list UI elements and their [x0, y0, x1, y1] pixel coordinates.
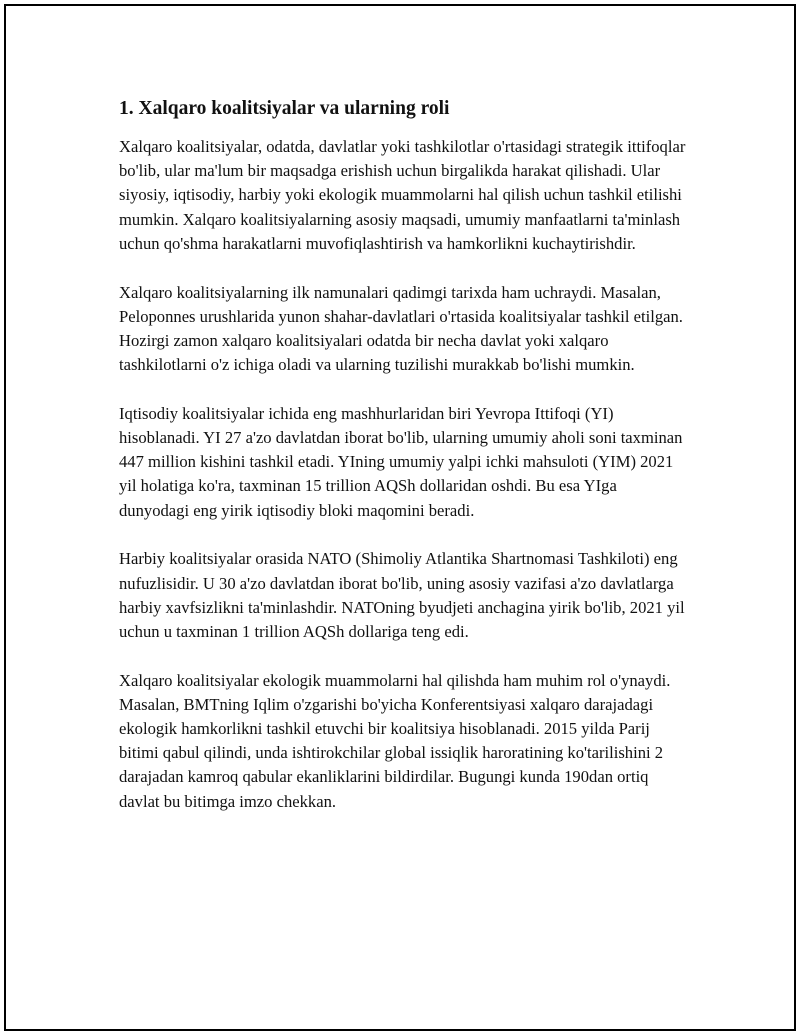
paragraph-4: Harbiy koalitsiyalar orasida NATO (Shimoliy Atlantika Shartnomasi Tashkiloti) eng nufuzlisidir. U 30 a'zo davlatdan iborat bo'lib, uning asosiy vazifasi a'zo davlatlarga harbiy xavfsizlikni ta'minlashdir. NATOning byudjeti anchagina yirik bo'lib, 2021 yil uchun u taxminan 1 trillion AQSh dollariga teng edi.	[119, 549, 685, 641]
paragraph-1: Xalqaro koalitsiyalar, odatda, davlatlar yoki tashkilotlar o'rtasidagi strategik ittifoqlar bo'lib, ular ma'lum bir maqsadga erishish uchun birgalikda harakat qilishadi. Ular siyosiy, iqtisodiy, harbiy yoki ekologik muammolarni hal qilish uchun tashkil etilishi mumkin. Xalqaro koalitsiyalarning asosiy maqsadi, umumiy manfaatlarni ta'minlash uchun qo'shma harakatlarni muvofiqlashtirish va hamkorlikni kuchaytirishdir.	[119, 137, 686, 253]
section-heading: 1. Xalqaro koalitsiyalar va ularning roli	[119, 98, 450, 119]
document-body	[119, 96, 689, 838]
document-page	[4, 4, 796, 1031]
paragraph-5: Xalqaro koalitsiyalar ekologik muammolarni hal qilishda ham muhim rol o'ynaydi. Masalan, BMTning Iqlim o'zgarishi bo'yicha Konferentsiyasi xalqaro darajadagi ekologik hamkorlikni tashkil etuvchi bir koalitsiya hisoblanadi. 2015 yilda Parij bitimi qabul qilindi, unda ishtirokchilar global issiqlik haroratining ko'tarilishini 2 darajadan kamroq qabular ekanliklarini bildirdilar. Bugungi kunda 190dan ortiq davlat bu bitimga imzo chekkan.	[119, 670, 671, 811]
paragraph-3: Iqtisodiy koalitsiyalar ichida eng mashhurlaridan biri Yevropa Ittifoqi (YI) hisoblanadi. YI 27 a'zo davlatdan iborat bo'lib, ularning umumiy aholi soni taxminan 447 million kishini tashkil etadi. YIning umumiy yalpi ichki mahsuloti (YIM) 2021 yil holatiga ko'ra, taxminan 15 trillion AQSh dollaridan oshdi. Bu esa YIga dunyodagi eng yirik iqtisodiy bloki maqomini beradi.	[119, 403, 683, 520]
paragraph-2: Xalqaro koalitsiyalarning ilk namunalari qadimgi tarixda ham uchraydi. Masalan, Peloponnes urushlarida yunon shahar-davlatlari o'rtasida koalitsiyalar tashkil etilgan. Hozirgi zamon xalqaro koalitsiyalari odatda bir necha davlat yoki xalqaro tashkilotlarni o'z ichiga oladi va ularning tuzilishi murakkab bo'lishi mumkin.	[119, 282, 683, 375]
